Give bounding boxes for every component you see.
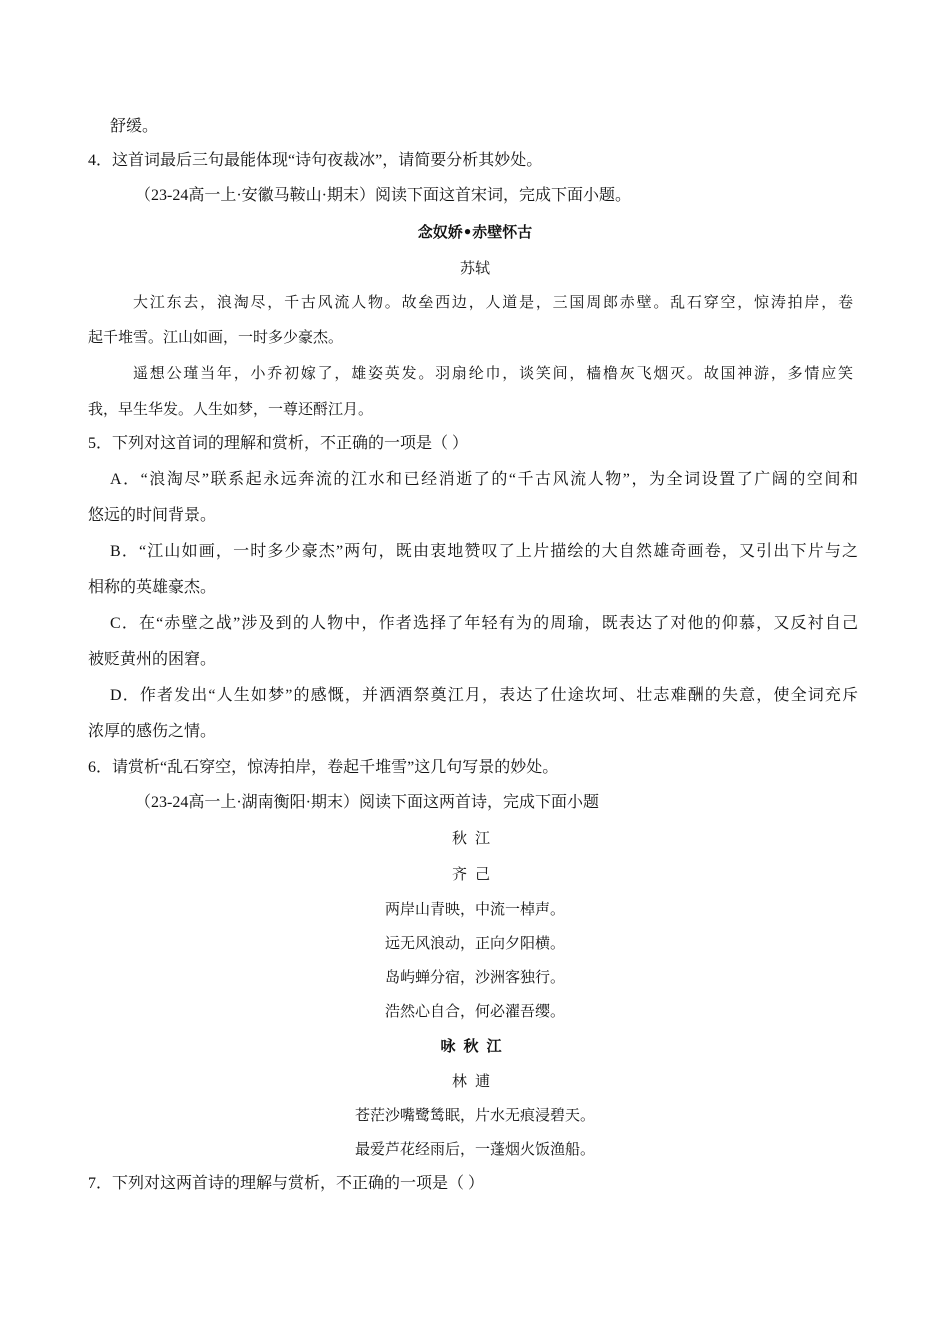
poem-1-line-4: 浩然心自合，何必濯吾缨。 — [384, 1002, 565, 1020]
poem-title-qiujiang: 秋江 — [451, 829, 498, 847]
poem-author-linbu: 林逋 — [451, 1072, 498, 1090]
poem-1-line-1: 两岸山青映，中流一棹声。 — [384, 900, 565, 918]
poem-1-line-2: 远无风浪动，正向夕阳横。 — [384, 934, 565, 952]
question-7: 7．下列对这两首诗的理解与赏析，不正确的一项是（ ） — [88, 1175, 485, 1192]
option-b-line-1: B．“江山如画，一时多少豪杰”两句，既由衷地赞叹了上片描绘的大自然雄奇画卷，又引出下片与之 — [110, 543, 858, 560]
option-c-line-2: 被贬黄州的困窘。 — [88, 651, 217, 668]
question-5: 5．下列对这首词的理解和赏析，不正确的一项是（ ） — [88, 435, 469, 452]
option-b-line-2: 相称的英雄豪杰。 — [88, 579, 217, 596]
poem-stanza-1-line-2: 起千堆雪。江山如画，一时多少豪杰。 — [88, 328, 344, 346]
poem-stanza-1-line-1: 大江东去，浪淘尽，千古风流人物。故垒西边，人道是，三国周郎赤壁。乱石穿空，惊涛拍岸，卷 — [133, 293, 853, 311]
poem-title-yongqiujiang: 咏秋江 — [440, 1037, 510, 1055]
previous-option-continuation: 舒缓。 — [110, 118, 159, 135]
option-d-line-2: 浓厚的感伤之情。 — [88, 723, 217, 740]
reading-intro-1: （23-24高一上·安徽马鞍山·期末）阅读下面这首宋词，完成下面小题。 — [135, 187, 631, 204]
poem-author-qiji: 齐己 — [451, 865, 498, 883]
reading-intro-2: （23-24高一上·湖南衡阳·期末）阅读下面这两首诗，完成下面小题 — [135, 794, 599, 811]
option-a-line-1: A．“浪淘尽”联系起永远奔流的江水和已经消逝了的“千古风流人物”，为全词设置了广阔的空间和 — [110, 471, 858, 488]
poem-1-line-3: 岛屿蝉分宿，沙洲客独行。 — [384, 968, 565, 986]
poem-stanza-2-line-2: 我，早生华发。人生如梦，一尊还酹江月。 — [88, 400, 374, 418]
poem-2-line-1: 苍茫沙嘴鹭鸶眠，片水无痕浸碧天。 — [354, 1106, 595, 1124]
poem-author-sushi: 苏轼 — [459, 259, 490, 277]
question-4: 4．这首词最后三句最能体现“诗句夜裁冰”，请简要分析其妙处。 — [88, 152, 543, 169]
poem-title-niannujiao: 念奴娇•赤壁怀古 — [417, 223, 533, 241]
poem-2-line-2: 最爱芦花经雨后，一蓬烟火饭渔船。 — [354, 1140, 595, 1158]
option-c-line-1: C．在“赤壁之战”涉及到的人物中，作者选择了年轻有为的周瑜，既表达了对他的仰慕，又反衬自己 — [110, 615, 858, 632]
option-a-line-2: 悠远的时间背景。 — [88, 507, 217, 524]
option-d-line-1: D．作者发出“人生如梦”的感慨，并洒酒祭奠江月，表达了仕途坎坷、壮志难酬的失意，使全词充斥 — [110, 687, 858, 704]
question-6: 6．请赏析“乱石穿空，惊涛拍岸，卷起千堆雪”这几句写景的妙处。 — [88, 759, 559, 776]
poem-stanza-2-line-1: 遥想公瑾当年，小乔初嫁了，雄姿英发。羽扇纶巾，谈笑间，樯橹灰飞烟灭。故国神游，多情应笑 — [133, 364, 853, 382]
